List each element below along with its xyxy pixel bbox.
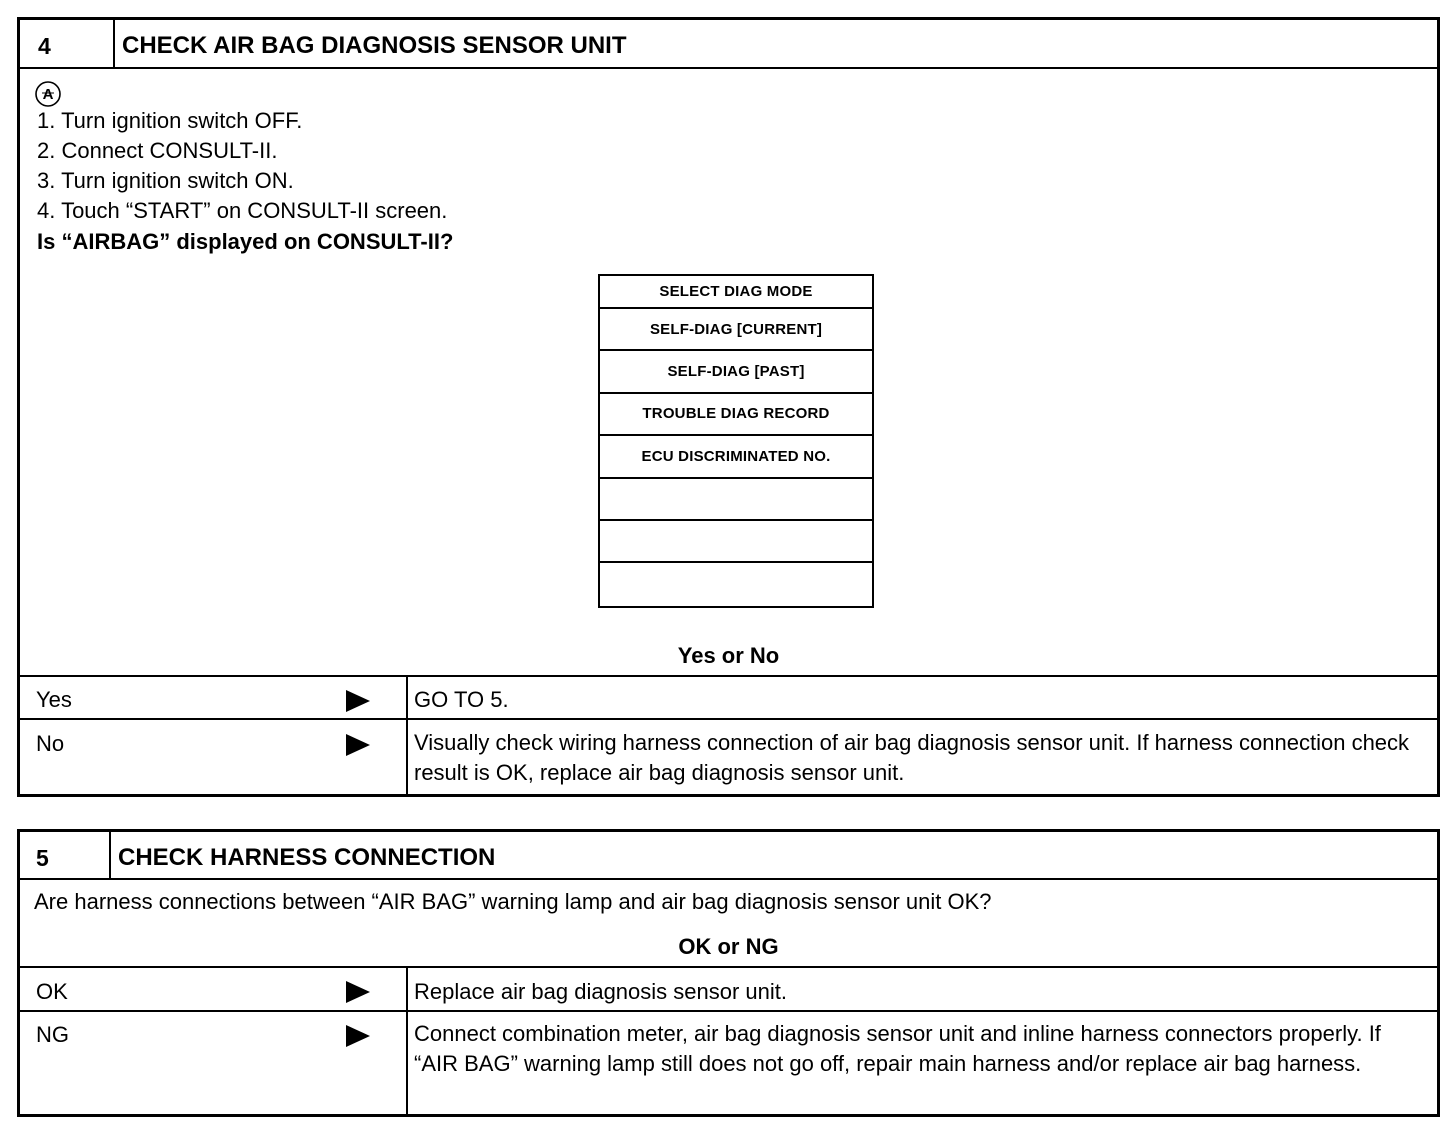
step-question: Are harness connections between “AIR BAG” warning lamp and air bag diagnosis sensor unit OK? [34,889,992,914]
screen-item: ECU DISCRIMINATED NO. [600,436,872,478]
screen-item [600,521,872,563]
step-title: CHECK HARNESS CONNECTION [118,844,496,871]
answer-ng: NG [36,1022,69,1047]
action-ng: Connect combination meter, air bag diagnosis sensor unit and inline harness connectors properly. If “AIR BAG” warning lamp still does not go off, repair main harness and/or replace air bag harness. [414,1021,1381,1076]
divider [20,878,1437,880]
instruction-4: 4. Touch “START” on CONSULT-II screen. [37,198,448,223]
step-question: Is “AIRBAG” displayed on CONSULT-II? [37,229,454,254]
consult-screen [598,274,874,608]
consult-ii-icon [34,80,62,108]
step-number: 5 [36,845,49,871]
step-title: CHECK AIR BAG DIAGNOSIS SENSOR UNIT [122,32,627,59]
answer-no: No [36,731,65,756]
arrow-icon [346,690,370,712]
screen-item: SELF-DIAG [CURRENT] [600,309,872,351]
instruction-2: 2. Connect CONSULT-II. [37,138,278,163]
action-yes: GO TO 5. [414,687,509,712]
action-no: Visually check wiring harness connection of air bag diagnosis sensor unit. If harness connection check result is OK, replace air bag diagnosis sensor unit. [414,730,1410,785]
arrow-icon [346,1025,370,1047]
screen-item: SELF-DIAG [PAST] [600,351,872,393]
divider [20,718,1437,720]
instruction-3: 3. Turn ignition switch ON. [37,168,294,193]
screen-item [600,479,872,521]
divider [20,966,1437,968]
step-4-box [17,17,1440,797]
instruction-1: 1. Turn ignition switch OFF. [37,108,303,133]
decision-label: Yes or No [677,643,780,668]
answer-yes: Yes [36,687,72,712]
svg-text:A: A [42,86,54,103]
screen-header: SELECT DIAG MODE [600,276,872,309]
arrow-icon [346,981,370,1003]
step-number: 4 [38,33,51,59]
screen-item: TROUBLE DIAG RECORD [600,394,872,436]
answer-ok: OK [36,979,68,1004]
divider [113,20,115,67]
action-ok: Replace air bag diagnosis sensor unit. [414,979,788,1004]
divider [20,675,1437,677]
step-5-box [17,829,1440,1117]
divider [109,832,111,878]
arrow-icon [346,734,370,756]
divider [20,67,1437,69]
decision-label: OK or NG [678,934,779,959]
divider [406,675,408,797]
divider [406,966,408,1116]
screen-item [600,563,872,605]
divider [20,1010,1437,1012]
